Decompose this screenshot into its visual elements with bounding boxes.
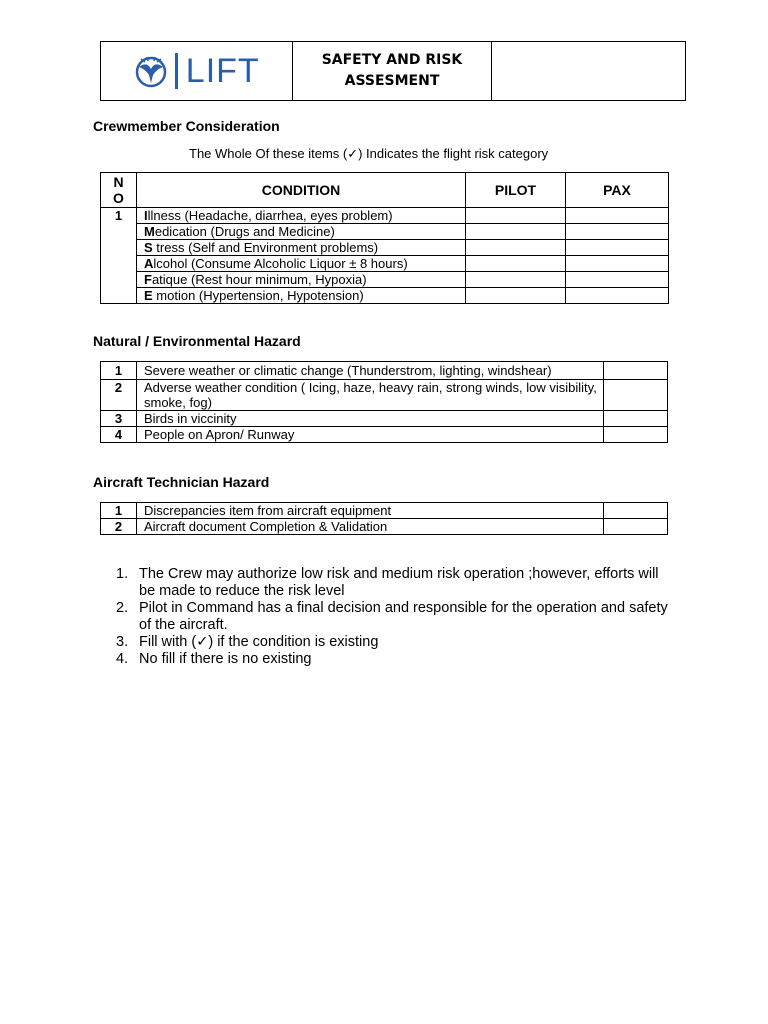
crew-table — [100, 172, 669, 304]
blank-header-cell — [492, 42, 686, 101]
natural-section-title: Natural / Environmental Hazard — [93, 333, 301, 349]
list-item: 1. The Crew may authorize low risk and medium risk operation ;however, efforts will be made to reduce the risk level — [116, 566, 659, 599]
row-number: 1 — [101, 362, 137, 380]
col-condition-header: CONDITION — [137, 173, 466, 208]
table-row — [101, 240, 669, 256]
crew-header-row — [101, 173, 669, 208]
crew-note: The Whole Of these items (✓) Indicates the flight risk category — [189, 146, 549, 161]
title-line-1: SAFETY AND RISK — [321, 52, 463, 68]
table-row — [101, 427, 668, 443]
pax-check-cell[interactable] — [566, 288, 669, 304]
table-row — [101, 208, 669, 224]
logo-cell — [101, 42, 293, 101]
logo-divider — [175, 53, 178, 89]
row-number: 3 — [101, 411, 137, 427]
hazard-description: Discrepancies item from aircraft equipment — [137, 503, 604, 519]
check-cell[interactable] — [604, 362, 668, 380]
check-cell[interactable] — [604, 427, 668, 443]
title-line-2: ASSESMENT — [344, 73, 440, 89]
pilot-check-cell[interactable] — [466, 224, 566, 240]
table-row — [101, 503, 668, 519]
condition-cell: S tress (Self and Environment problems) — [137, 240, 466, 256]
notes-list — [116, 566, 676, 668]
col-no-header: N O — [101, 173, 137, 208]
hazard-description: People on Apron/ Runway — [137, 427, 604, 443]
row-number: 1 — [101, 503, 137, 519]
hazard-description: Adverse weather condition ( Icing, haze, heavy rain, strong winds, low visibility, smoke, fog) — [137, 380, 604, 411]
condition-cell: Medication (Drugs and Medicine) — [137, 224, 466, 240]
row-number: 4 — [101, 427, 137, 443]
table-row — [101, 272, 669, 288]
condition-cell: Fatique (Rest hour minimum, Hypoxia) — [137, 272, 466, 288]
technician-hazard-table — [100, 502, 668, 535]
condition-cell: E motion (Hypertension, Hypotension) — [137, 288, 466, 304]
check-cell[interactable] — [604, 411, 668, 427]
pilot-check-cell[interactable] — [466, 288, 566, 304]
hazard-description: Severe weather or climatic change (Thunderstrom, lighting, windshear) — [137, 362, 604, 380]
pax-check-cell[interactable] — [566, 240, 669, 256]
title-cell — [293, 42, 492, 101]
pilot-check-cell[interactable] — [466, 240, 566, 256]
eagle-emblem-icon — [133, 53, 169, 89]
table-row — [101, 288, 669, 304]
pax-check-cell[interactable] — [566, 208, 669, 224]
pilot-check-cell[interactable] — [466, 256, 566, 272]
hazard-description: Birds in viccinity — [137, 411, 604, 427]
natural-hazard-table — [100, 361, 668, 443]
check-cell[interactable] — [604, 503, 668, 519]
pilot-check-cell[interactable] — [466, 272, 566, 288]
condition-cell: Illness (Headache, diarrhea, eyes problem) — [137, 208, 466, 224]
list-item: 3. Fill with (✓) if the condition is existing — [116, 634, 379, 650]
col-pax-header: PAX — [566, 173, 669, 208]
col-pilot-header: PILOT — [466, 173, 566, 208]
pax-check-cell[interactable] — [566, 224, 669, 240]
row-number: 2 — [101, 519, 137, 535]
hazard-description: Aircraft document Completion & Validation — [137, 519, 604, 535]
pilot-check-cell[interactable] — [466, 208, 566, 224]
check-cell[interactable] — [604, 519, 668, 535]
document-header — [100, 41, 686, 101]
lift-logo — [101, 42, 292, 100]
crew-section-title: Crewmember Consideration — [93, 118, 280, 134]
list-item: 4. No fill if there is no existing — [116, 651, 312, 667]
row-number: 2 — [101, 380, 137, 411]
check-cell[interactable] — [604, 380, 668, 411]
table-row — [101, 362, 668, 380]
table-row — [101, 256, 669, 272]
pax-check-cell[interactable] — [566, 272, 669, 288]
document-title — [293, 50, 491, 92]
table-row — [101, 411, 668, 427]
list-item: 2. Pilot in Command has a final decision and responsible for the operation and safety of the aircraft. — [116, 600, 668, 633]
pax-check-cell[interactable] — [566, 256, 669, 272]
logo-text: LIFT — [185, 51, 260, 90]
technician-section-title: Aircraft Technician Hazard — [93, 474, 270, 490]
table-row — [101, 224, 669, 240]
row-number: 1 — [101, 208, 137, 304]
table-row — [101, 519, 668, 535]
table-row — [101, 380, 668, 411]
condition-cell: Alcohol (Consume Alcoholic Liquor ± 8 hours) — [137, 256, 466, 272]
